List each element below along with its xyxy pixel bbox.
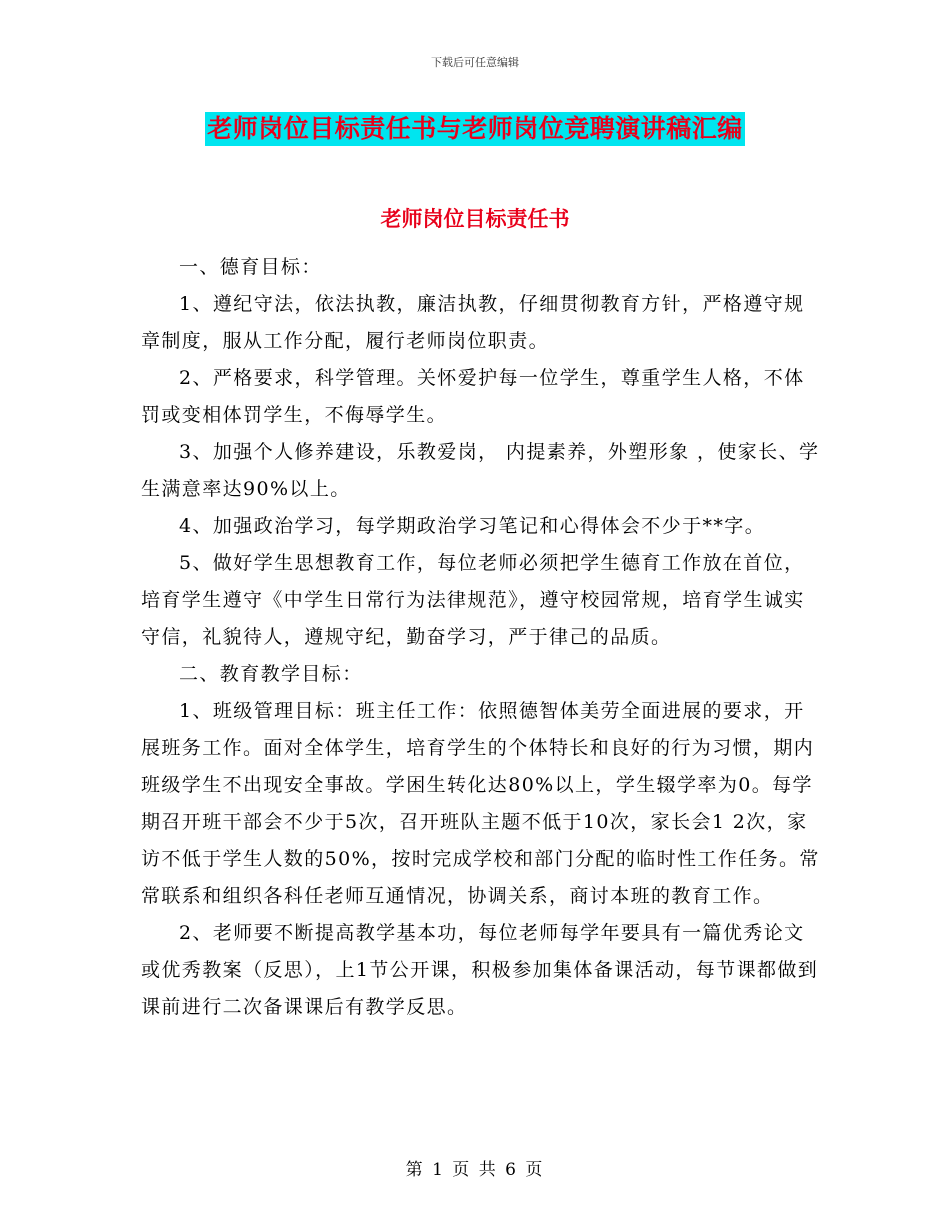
paragraph-moral-2: 2、严格要求，科学管理。关怀爱护每一位学生，尊重学生人格，不体罚或变相体罚学生，不侮辱学生。: [141, 367, 805, 426]
paragraph-teaching-2: 2、老师要不断提高教学基本功，每位老师每学年要具有一篇优秀论文或优秀教案（反思），上1节公开课，积极参加集体备课活动，每节课都做到课前进行二次备课课后有教学反思。: [141, 922, 819, 1018]
section-title: 老师岗位目标责任书: [380, 207, 570, 231]
header-note: 下载后可任意编辑: [431, 56, 519, 69]
paragraph-moral-4: 4、加强政治学习，每学期政治学习笔记和心得体会不少于**字。: [179, 515, 766, 537]
document-body: [141, 249, 821, 1026]
page-number: 第 1 页 共 6 页: [405, 1160, 545, 1180]
paragraph-moral-heading: 一、德育目标：: [179, 256, 322, 278]
main-title-container: [0, 112, 950, 146]
paragraph-moral-1: 1、遵纪守法，依法执教，廉洁执教，仔细贯彻教育方针，严格遵守规章制度，服从工作分配，履行老师岗位职责。: [141, 293, 805, 352]
paragraph-teaching-1: 1、班级管理目标：班主任工作：依照德智体美劳全面进展的要求，开展班务工作。面对全体学生，培育学生的个体特长和良好的行为习惯，期内班级学生不出现安全事故。学困生转化达80%以上，学生辍学率为0。每学期召开班干部会不少于5次，召开班队主题不低于10次，家长会1 2次，家访不低于学生人数的50%，按时完成学校和部门分配的临时性工作任务。常常联系和组织各科任老师互通情况，协调关系，商讨本班的教育工作。: [141, 700, 820, 907]
main-title: 老师岗位目标责任书与老师岗位竞聘演讲稿汇编: [205, 112, 745, 146]
paragraph-moral-5: 5、做好学生思想教育工作，每位老师必须把学生德育工作放在首位，培育学生遵守《中学生日常行为法律规范》，遵守校园常规，培育学生诚实守信，礼貌待人，遵规守纪，勤奋学习，严于律己的品质。: [141, 552, 805, 648]
paragraph-moral-3: 3、加强个人修养建设，乐教爱岗， 内提素养，外塑形象 ，使家长、学生满意率达90%以上。: [141, 441, 820, 500]
paragraph-teaching-heading: 二、教育教学目标：: [179, 663, 363, 685]
